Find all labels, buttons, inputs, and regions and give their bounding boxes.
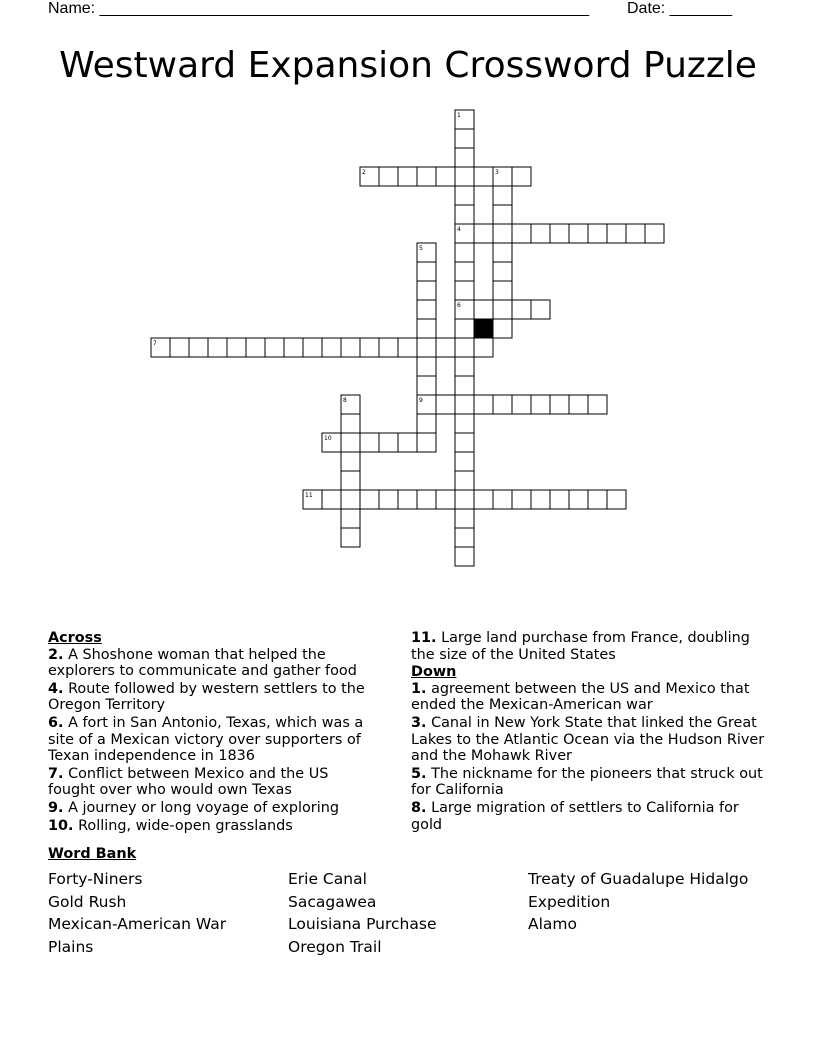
name-label: Name: _______________________________________________________ [48,0,589,17]
clue-down-8: 8. Large migration of settlers to California for gold [411,799,739,833]
crossword-cell[interactable] [474,490,493,509]
crossword-cell[interactable] [170,338,189,357]
clue-number-6: 6 [457,302,461,309]
crossword-cell[interactable] [550,224,569,243]
crossword-cell[interactable] [417,376,436,395]
crossword-cell[interactable] [512,490,531,509]
crossword-cell[interactable] [341,338,360,357]
word-bank-item: Mexican-American War [48,915,227,934]
crossword-cell[interactable] [379,490,398,509]
crossword-cell[interactable] [246,338,265,357]
crossword-cell[interactable] [455,129,474,148]
clue-number-1: 1 [457,112,461,119]
crossword-cell[interactable] [379,338,398,357]
word-bank-column [288,868,437,959]
clue-number-5: 5 [419,245,423,252]
crossword-cell[interactable] [588,395,607,414]
word-bank-item: Plains [48,938,94,957]
clue-number-4: 4 [457,226,461,233]
crossword-cell[interactable] [607,224,626,243]
clue-number-11: 11 [305,492,313,499]
crossword-cell[interactable] [531,395,550,414]
crossword-cell[interactable] [512,395,531,414]
crossword-cell[interactable] [455,509,474,528]
crossword-cell[interactable] [455,338,474,357]
crossword-cell[interactable] [189,338,208,357]
word-bank-item: Louisiana Purchase [288,915,437,934]
crossword-cell[interactable] [265,338,284,357]
word-bank-item: Erie Canal [288,870,367,888]
crossword-cell[interactable] [474,338,493,357]
crossword-cell[interactable] [455,433,474,452]
crossword-cell[interactable] [493,395,512,414]
crossword-cell[interactable] [284,338,303,357]
word-bank-column [528,868,748,936]
clue-across-2: 2. A Shoshone woman that helped the explorers to communicate and gather food [48,646,357,680]
clue-across-9: 9. A journey or long voyage of exploring [48,799,339,816]
crossword-cell[interactable] [341,490,360,509]
crossword-cell[interactable] [474,300,493,319]
crossword-cell[interactable] [474,395,493,414]
crossword-cell[interactable] [436,167,455,186]
crossword-cell[interactable] [493,186,512,205]
crossword-cell[interactable] [531,224,550,243]
crossword-cell[interactable] [455,528,474,547]
crossword-cell[interactable] [550,490,569,509]
crossword-cell[interactable] [417,490,436,509]
word-bank-column [48,868,226,959]
clue-number-3: 3 [495,169,499,176]
crossword-cell[interactable] [455,376,474,395]
clue-number-9: 9 [419,397,423,404]
clue-down-1: 1. agreement between the US and Mexico that ended the Mexican-American war [411,680,750,714]
crossword-cell[interactable] [208,338,227,357]
crossword-cell[interactable] [455,395,474,414]
crossword-cell[interactable] [493,262,512,281]
crossword-cell[interactable] [455,414,474,433]
crossword-cell[interactable] [417,433,436,452]
date-label: Date: _______ [627,0,732,17]
crossword-cell[interactable] [493,300,512,319]
crossword-cell[interactable] [341,528,360,547]
word-bank-item: Expedition [528,892,611,911]
crossword-cell[interactable] [417,281,436,300]
crossword-cell[interactable] [436,490,455,509]
crossword-cell[interactable] [227,338,246,357]
crossword-cell[interactable] [455,452,474,471]
crossword-cell[interactable] [512,300,531,319]
clue-down-5: 5. The nickname for the pioneers that struck out for California [411,765,763,799]
word-bank-item: Sacagawea [288,892,377,911]
crossword-cell[interactable] [379,167,398,186]
crossword-cell[interactable] [360,433,379,452]
crossword-cell[interactable] [417,300,436,319]
crossword-cell[interactable] [341,471,360,490]
word-bank-item: Alamo [528,915,577,934]
crossword-cell[interactable] [417,167,436,186]
crossword-cell[interactable] [341,509,360,528]
word-bank-item: Treaty of Guadalupe Hidalgo [528,870,749,888]
crossword-cell[interactable] [455,319,474,338]
crossword-cell[interactable] [455,547,474,566]
word-bank-item: Forty-Niners [48,870,143,888]
down-clues [411,630,771,834]
crossword-cell[interactable] [379,433,398,452]
crossword-cell[interactable] [398,490,417,509]
clue-across-11: 11. Large land purchase from France, doubling the size of the United States [411,630,750,663]
crossword-cell[interactable] [417,414,436,433]
crossword-cell[interactable] [341,433,360,452]
crossword-cell[interactable] [322,490,341,509]
clue-number-10: 10 [324,435,332,442]
crossword-cell[interactable] [341,414,360,433]
crossword-cell[interactable] [493,205,512,224]
crossword-cell[interactable] [398,338,417,357]
clue-number-7: 7 [153,340,157,347]
crossword-cell[interactable] [455,186,474,205]
clue-across-4: 4. Route followed by western settlers to the Oregon Territory [48,680,365,714]
crossword-cell[interactable] [645,224,664,243]
crossword-cell[interactable] [455,205,474,224]
crossword-cell[interactable] [607,490,626,509]
crossword-cell[interactable] [341,452,360,471]
crossword-cell[interactable] [417,319,436,338]
crossword-cell[interactable] [550,395,569,414]
down-heading: Down [411,664,457,681]
crossword-cell[interactable] [569,490,588,509]
crossword-cell[interactable] [493,319,512,338]
word-bank-heading: Word Bank [48,846,137,862]
clue-number-2: 2 [362,169,366,176]
crossword-cell[interactable] [436,395,455,414]
crossword-cell[interactable] [512,224,531,243]
crossword-cell[interactable] [455,357,474,376]
page-title: Westward Expansion Crossword Puzzle [59,45,757,86]
crossword-cell[interactable] [455,262,474,281]
clue-across-10: 10. Rolling, wide-open grasslands [48,817,293,834]
crossword-cell[interactable] [455,243,474,262]
clue-down-3: 3. Canal in New York State that linked the Great Lakes to the Atlantic Ocean via the Hudson River and the Mohawk River [411,714,765,765]
crossword-cell[interactable] [588,490,607,509]
crossword-cell[interactable] [455,148,474,167]
clue-across-6: 6. A fort in San Antonio, Texas, which was a site of a Mexican victory over supporters of Texan independence in 1836 [48,714,364,765]
crossword-cell[interactable] [360,490,379,509]
across-clues [48,630,378,835]
crossword-cell[interactable] [455,281,474,300]
crossword-cell[interactable] [493,243,512,262]
clue-number-8: 8 [343,397,347,404]
crossword-cell[interactable] [360,338,379,357]
crossword-cell[interactable] [493,281,512,300]
crossword-cell[interactable] [417,262,436,281]
word-bank-item: Oregon Trail [288,938,382,957]
crossword-cell[interactable] [531,490,550,509]
crossword-cell[interactable] [417,357,436,376]
crossword-cell[interactable] [588,224,607,243]
crossword-cell[interactable] [322,338,341,357]
crossword-cell[interactable] [474,167,493,186]
crossword-cell[interactable] [436,338,455,357]
crossword-cell[interactable] [493,490,512,509]
crossword-cell[interactable] [569,395,588,414]
crossword-cell[interactable] [455,471,474,490]
crossword-cell[interactable] [474,224,493,243]
across-heading: Across [48,630,102,646]
crossword-cell[interactable] [303,338,322,357]
crossword-cell[interactable] [398,433,417,452]
crossword-cell[interactable] [493,224,512,243]
crossword-cell[interactable] [417,338,436,357]
crossword-cell[interactable] [531,300,550,319]
shaded-cell [474,319,493,338]
clue-across-7: 7. Conflict between Mexico and the US fought over who would own Texas [48,765,329,799]
crossword-cell[interactable] [455,490,474,509]
crossword-cell[interactable] [398,167,417,186]
crossword-cell[interactable] [569,224,588,243]
crossword-cell[interactable] [626,224,645,243]
word-bank-item: Gold Rush [48,892,127,911]
crossword-cell[interactable] [455,167,474,186]
crossword-cell[interactable] [512,167,531,186]
